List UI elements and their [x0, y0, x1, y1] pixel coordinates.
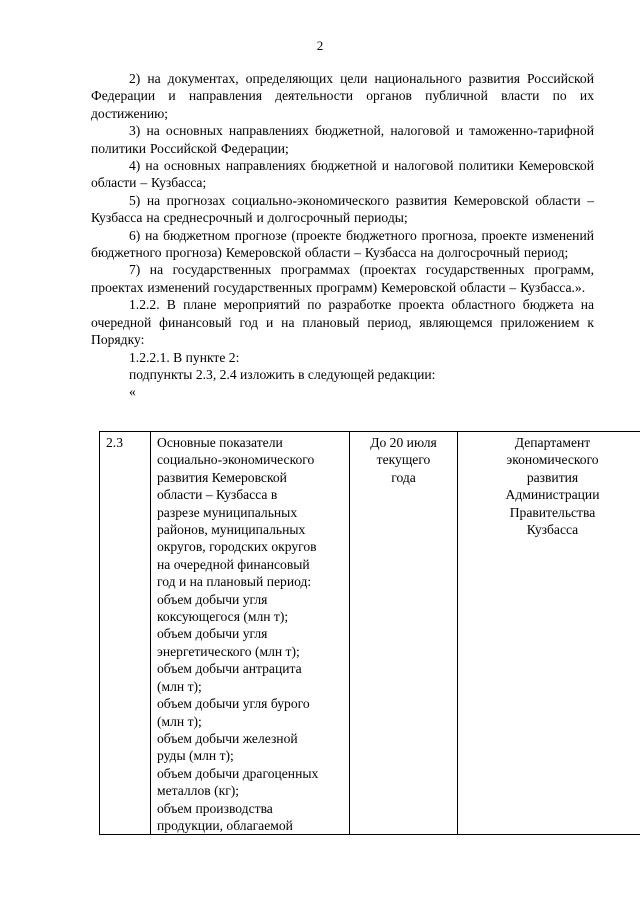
paragraph: 4) на основных направлениях бюджетной и налоговой политики Кемеровской области – Кузбасса;	[91, 158, 594, 191]
deadline-line: До 20 июля	[370, 435, 437, 450]
description-line: год и на плановый период:	[157, 574, 312, 590]
responsible-line: Администрации	[505, 487, 600, 503]
description-line: объем добычи драгоценных	[157, 765, 319, 781]
responsible-line: экономического	[506, 452, 599, 468]
plan-table	[99, 431, 640, 835]
description-line: энергетического (млн т);	[157, 643, 300, 659]
description-line: развития Кемеровской	[157, 469, 287, 485]
item-description-cell	[151, 432, 350, 835]
paragraph: 1.2.2. В плане мероприятий по разработке проекта областного бюджета на очередной финансовый год и на плановый период, являющемся приложением к Порядку:	[91, 297, 594, 348]
responsible-line: развития	[526, 469, 579, 485]
description-line: (млн т);	[157, 678, 202, 694]
description-line: продукции, облагаемой	[157, 817, 293, 833]
subpoint-heading: 1.2.2.1. В пункте 2:	[129, 349, 240, 365]
paragraph: 5) на прогнозах социально-экономического развития Кемеровской области – Кузбасса на среднесрочный и долгосрочный периоды;	[91, 192, 594, 226]
responsible-line: Департамент	[514, 435, 591, 450]
item-number-cell: 2.3	[100, 432, 151, 835]
description-line: на очередной финансовый	[157, 556, 310, 572]
description-line: (млн т);	[157, 713, 202, 729]
description-line: объем добычи антрацита	[157, 661, 302, 677]
description-line: округов, городских округов	[157, 539, 317, 555]
description-line: разрезе муниципальных	[157, 504, 298, 520]
opening-quote: «	[129, 384, 136, 400]
description-line: объем добычи угля	[157, 591, 268, 607]
instruction-line: подпункты 2.3, 2.4 изложить в следующей редакции:	[129, 366, 436, 382]
paragraph: 3) на основных направлениях бюджетной, налоговой и таможенно-тарифной политики Российской Федерации;	[91, 123, 594, 156]
paragraph: 2) на документах, определяющих цели национального развития Российской Федерации и направления деятельности органов публичной власти по их достижению;	[91, 71, 594, 121]
responsible-line: Правительства	[509, 504, 596, 520]
table-row	[100, 432, 640, 835]
description-line: объем добычи угля бурого	[157, 696, 310, 712]
responsible-cell	[458, 432, 640, 835]
description-line: объем добычи железной	[157, 730, 298, 746]
description-line: объем добычи угля	[157, 626, 268, 642]
document-body	[91, 70, 594, 401]
responsible-line: Кузбасса	[526, 522, 579, 538]
deadline-line: года	[391, 469, 416, 485]
description-line: коксующегося (млн т);	[157, 609, 289, 625]
description-line: Основные показатели	[157, 435, 283, 450]
deadline-line: текущего	[376, 452, 431, 468]
deadline-cell	[350, 432, 458, 835]
page-number: 2	[316, 38, 324, 53]
description-line: объем производства	[157, 800, 273, 816]
description-line: социально-экономического	[157, 452, 315, 468]
paragraph: 6) на бюджетном прогнозе (проекте бюджетного прогноза, проекте изменений бюджетного прогноза) Кемеровской области – Кузбасса на долгосрочный период;	[91, 227, 594, 261]
description-line: области – Кузбасса в	[157, 487, 278, 503]
description-line: руды (млн т);	[157, 748, 234, 764]
paragraph: 7) на государственных программах (проектах государственных программ, проектах изменений государственных программ) Кемеровской области – Кузбасса.».	[91, 262, 594, 295]
description-line: районов, муниципальных	[157, 522, 306, 538]
description-line: металлов (кг);	[157, 783, 240, 799]
